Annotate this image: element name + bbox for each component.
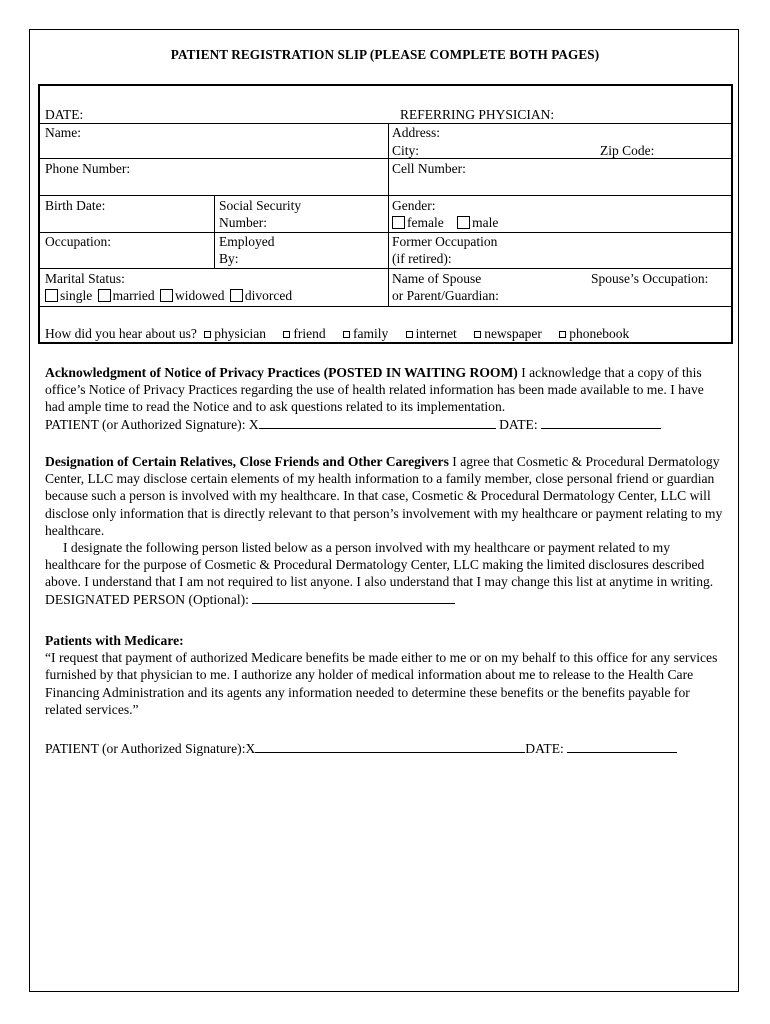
medicare-body: “I request that payment of authorized Medicare benefits be made either to me or on my behalf to this office for any services furnished by that physician to me. I authorize any holder of medical information about me to release to the Health Care Financing Administration and its agents any information needed to determine these benefits or the benefits payable for related services.” bbox=[45, 650, 718, 717]
spouse-name-label: Name of Spouse bbox=[392, 271, 482, 286]
friend-checkbox[interactable] bbox=[283, 331, 290, 338]
former-occupation-field[interactable]: (if retired): bbox=[392, 251, 452, 266]
medicare-signature-line bbox=[45, 740, 725, 757]
friend-label: friend bbox=[293, 326, 326, 341]
newspaper-checkbox[interactable] bbox=[474, 331, 481, 338]
privacy-heading: Acknowledgment of Notice of Privacy Practices (POSTED IN WAITING ROOM) bbox=[45, 365, 518, 380]
medicare-heading bbox=[45, 632, 725, 649]
name-field[interactable]: Name: bbox=[45, 125, 81, 140]
family-checkbox[interactable] bbox=[343, 331, 350, 338]
row-divider bbox=[40, 306, 731, 307]
widowed-label: widowed bbox=[174, 288, 225, 303]
referral-source-row bbox=[45, 325, 629, 342]
gender-options bbox=[392, 214, 498, 231]
row-divider bbox=[40, 123, 731, 124]
designation-body: I agree that Cosmetic & Procedural Dermatology Center, LLC may disclose certain elements of my health information to a family member, close personal friend or guardian because such a person is involved with my healthcare. In that case, Cosmetic & Procedural Dermatology Center, LLC will disclose only information that is directly relevant to that person’s involvement with my healthcare or payment relating to my healthcare. bbox=[45, 454, 723, 538]
designation-section bbox=[45, 453, 725, 608]
designation-paragraph bbox=[45, 453, 725, 539]
row-divider bbox=[40, 232, 731, 233]
designation-paragraph-2 bbox=[45, 539, 725, 608]
privacy-date-label: DATE: bbox=[499, 416, 538, 432]
column-divider bbox=[388, 123, 389, 306]
address-field[interactable]: Address: bbox=[392, 125, 440, 140]
privacy-section bbox=[45, 364, 725, 433]
newspaper-label: newspaper bbox=[484, 326, 542, 341]
employed-label-line1: Employed bbox=[219, 234, 275, 249]
female-label: female bbox=[407, 215, 444, 230]
medicare-heading-text: Patients with Medicare: bbox=[45, 633, 184, 648]
designation-body-2: I designate the following person listed below as a person involved with my healthcare or payment related to my healthcare for the purpose of Cosmetic & Procedural Dermatology Center, LLC making the limited disclosures described above. I understand that I am not required to list anyone. I also understand that I may change this list at anytime in writing. DESIGNATED PERSON (Optional): bbox=[45, 540, 714, 607]
cell-number-field[interactable]: Cell Number: bbox=[392, 161, 466, 176]
employed-by-field[interactable]: By: bbox=[219, 251, 239, 266]
phonebook-checkbox[interactable] bbox=[559, 331, 566, 338]
occupation-field[interactable]: Occupation: bbox=[45, 234, 111, 249]
designated-person-field[interactable] bbox=[252, 591, 455, 604]
page-title: PATIENT REGISTRATION SLIP (PLEASE COMPLETE BOTH PAGES) bbox=[170, 47, 600, 62]
privacy-signature-line bbox=[45, 416, 725, 433]
column-divider bbox=[214, 195, 215, 268]
gender-label: Gender: bbox=[392, 198, 436, 213]
former-occupation-label: Former Occupation bbox=[392, 234, 498, 249]
single-label: single bbox=[60, 288, 93, 303]
privacy-signature-field[interactable] bbox=[259, 416, 496, 429]
male-label: male bbox=[472, 215, 499, 230]
phonebook-label: phonebook bbox=[569, 326, 630, 341]
medicare-date-label: DATE: bbox=[525, 741, 564, 756]
married-checkbox[interactable] bbox=[98, 289, 111, 302]
single-checkbox[interactable] bbox=[45, 289, 58, 302]
medicare-date-field[interactable] bbox=[567, 740, 677, 753]
ssn-field[interactable]: Number: bbox=[219, 215, 267, 230]
ssn-label-line1: Social Security bbox=[219, 198, 302, 213]
internet-checkbox[interactable] bbox=[406, 331, 413, 338]
row-divider bbox=[40, 268, 731, 269]
medicare-signature-field[interactable] bbox=[255, 740, 525, 753]
privacy-signature-label: PATIENT (or Authorized Signature): X bbox=[45, 416, 259, 432]
zip-code-field[interactable]: Zip Code: bbox=[600, 143, 655, 158]
spouse-occupation-field[interactable]: Spouse’s Occupation: bbox=[591, 271, 709, 286]
phone-number-field[interactable]: Phone Number: bbox=[45, 161, 131, 176]
privacy-paragraph bbox=[45, 364, 725, 416]
family-label: family bbox=[352, 326, 389, 341]
referring-physician-field[interactable]: REFERRING PHYSICIAN: bbox=[400, 107, 555, 122]
marital-status-label: Marital Status: bbox=[45, 271, 125, 286]
referral-question: How did you hear about us? bbox=[45, 326, 197, 341]
row-divider bbox=[40, 195, 731, 196]
designation-heading: Designation of Certain Relatives, Close Friends and Other Caregivers bbox=[45, 454, 449, 469]
female-checkbox[interactable] bbox=[392, 216, 405, 229]
married-label: married bbox=[112, 288, 155, 303]
male-checkbox[interactable] bbox=[457, 216, 470, 229]
registration-form bbox=[38, 84, 733, 344]
spouse-name-field[interactable]: or Parent/Guardian: bbox=[392, 288, 499, 303]
date-field[interactable]: DATE: bbox=[45, 107, 84, 122]
privacy-body: I acknowledge that a copy of this office’s Notice of Privacy Practices regarding the use of health related information has been made available to me. I have had ample time to read the Notice and to ask questions related to its implementation. bbox=[45, 365, 704, 415]
divorced-checkbox[interactable] bbox=[230, 289, 243, 302]
birth-date-field[interactable]: Birth Date: bbox=[45, 198, 106, 213]
marital-options bbox=[45, 287, 292, 304]
widowed-checkbox[interactable] bbox=[160, 289, 173, 302]
divorced-label: divorced bbox=[244, 288, 293, 303]
privacy-date-field[interactable] bbox=[541, 416, 661, 429]
medicare-signature-label: PATIENT (or Authorized Signature):X bbox=[45, 741, 256, 756]
city-field[interactable]: City: bbox=[392, 143, 420, 158]
physician-checkbox[interactable] bbox=[204, 331, 211, 338]
physician-label: physician bbox=[214, 326, 266, 341]
medicare-section bbox=[45, 632, 725, 718]
internet-label: internet bbox=[415, 326, 457, 341]
